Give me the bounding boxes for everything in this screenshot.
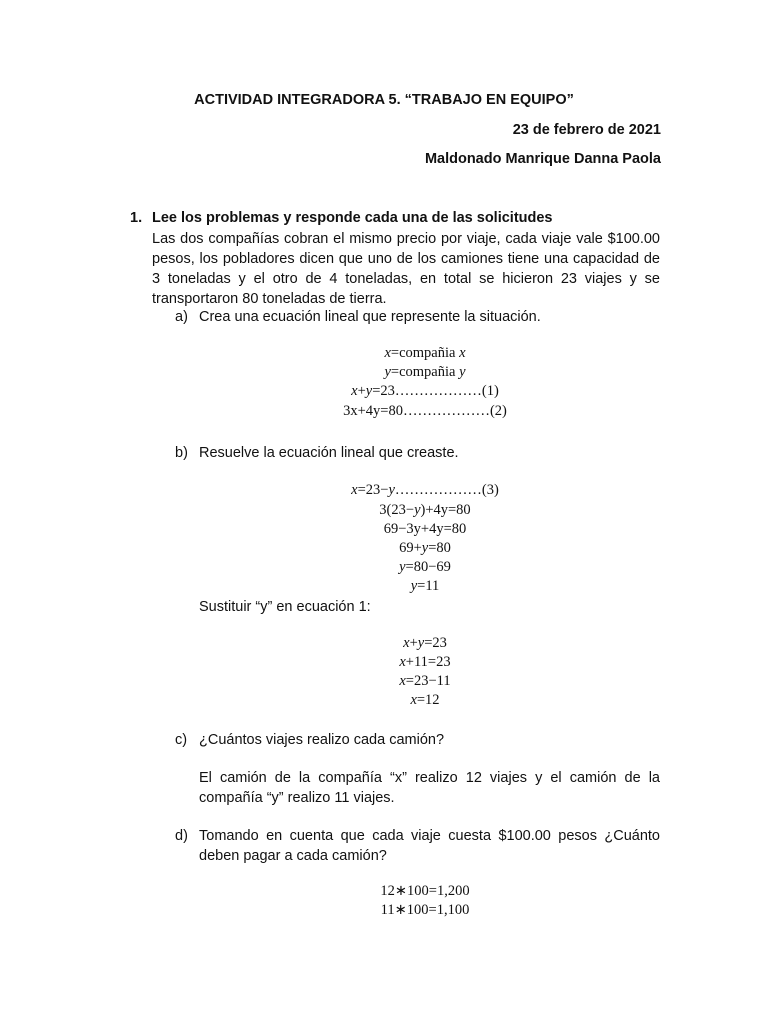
equation-d-1: 12∗100=1,200 — [380, 883, 470, 899]
equation-b2-4: x=12 — [410, 692, 440, 708]
equation-b-2: 3(23−y)+4y=80 — [379, 502, 471, 518]
question-heading — [130, 210, 553, 226]
equation-d-2: 11∗100=1,100 — [380, 902, 470, 918]
equation-b2-1: x+y=23 — [403, 635, 447, 651]
equation-b2-2: x+11=23 — [399, 654, 451, 670]
item-d-label: d) — [175, 828, 188, 844]
equation-a-4: 3x+4y=80………………(2) — [343, 403, 507, 419]
document-author: Maldonado Manrique Danna Paola — [424, 151, 661, 167]
equation-b-5: y=80−69 — [399, 559, 451, 575]
document-title: ACTIVIDAD INTEGRADORA 5. “TRABAJO EN EQUIPO” — [194, 92, 574, 108]
item-b — [175, 443, 660, 463]
equation-b-1: x=23−y………………(3) — [351, 482, 499, 498]
equation-b2-3: x=23−11 — [399, 673, 451, 689]
item-a-text: Crea una ecuación lineal que represente la situación. — [199, 309, 541, 325]
question-heading-text: Lee los problemas y responde cada una de las solicitudes — [152, 210, 553, 226]
substitute-text: Sustituir “y” en ecuación 1: — [199, 599, 371, 615]
item-c — [175, 730, 660, 750]
problem-statement: Las dos compañías cobran el mismo precio por viaje, cada viaje vale $100.00 pesos, los pobladores dicen que uno de los camiones tiene una capacidad de 3 toneladas y el otro de 4 toneladas, en total se hicieron 23 viajes y se transportaron 80 toneladas de tierra. — [152, 231, 660, 307]
item-a-label: a) — [175, 309, 188, 325]
item-b-label: b) — [175, 445, 188, 461]
question-number: 1. — [130, 210, 143, 226]
item-c-answer: El camión de la compañía “x” realizo 12 viajes y el camión de la compañía “y” realizo 11 viajes. — [199, 770, 660, 806]
equation-b-3: 69−3y+4y=80 — [383, 521, 467, 537]
item-d-text: Tomando en cuenta que cada viaje cuesta $100.00 pesos ¿Cuánto deben pagar a cada camión? — [199, 828, 660, 864]
item-c-label: c) — [175, 732, 188, 748]
item-b-text: Resuelve la ecuación lineal que creaste. — [199, 445, 459, 461]
document-date: 23 de febrero de 2021 — [512, 122, 661, 138]
equation-b-6: y=11 — [410, 578, 440, 594]
item-a — [175, 307, 660, 327]
item-c-text: ¿Cuántos viajes realizo cada camión? — [199, 732, 445, 748]
equation-a-1: x=compañia x — [384, 345, 466, 361]
item-d — [175, 826, 660, 866]
equation-a-2: y=compañia y — [384, 364, 466, 380]
equation-b-4: 69+y=80 — [399, 540, 451, 556]
equation-a-3: x+y=23………………(1) — [351, 383, 499, 399]
